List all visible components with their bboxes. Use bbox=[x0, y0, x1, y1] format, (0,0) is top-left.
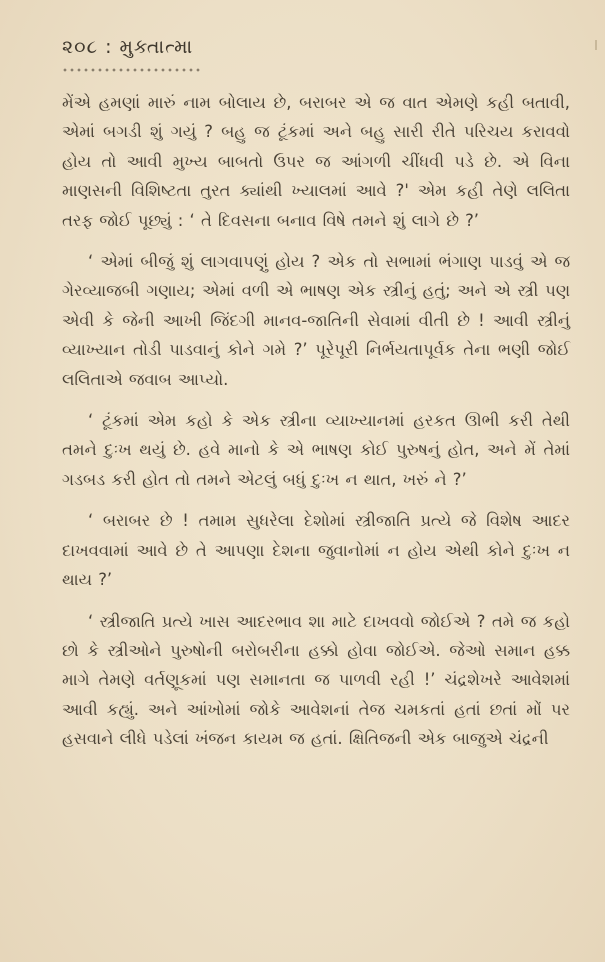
paragraph-2: ‘ એમાં બીજું શું લાગવાપણું હોય ? એક તો સભામાં ભંગાણ પાડવું એ જ ગેરવ્યાજબી ગણાય; એમાં વળી એ ભાષણ એક સ્ત્રીનું હતું; અને એ સ્ત્રી પણ એવી કે જેની આખી જિંદગી માનવ-જાતિની સેવામાં વીતી છે ! આવી સ્ત્રીનું વ્યાખ્યાન તોડી પાડવાનું કોને ગમે ?’ પૂરેપૂરી નિર્ભયતાપૂર્વક તેના ભણી જોઈ લલિતાએ જવાબ આપ્યો. bbox=[62, 252, 570, 389]
running-head: ૨૦૮ : મુક્તાત્મા bbox=[62, 36, 194, 58]
page-corner-mark bbox=[595, 40, 597, 50]
paragraph-1: મેંએ હમણાં મારું નામ બોલાય છે, બરાબર એ જ વાત એમણે કહી બતાવી, એમાં બગડી શું ગયું ? બહુ જ ટૂંકમાં અને બહુ સારી રીતે પરિચય કરાવવો હોય તો આવી મુખ્ય બાબતો ઉપર જ આંગળી ચીંધવી પડે છે. એ વિના માણસની વિશિષ્ટતા તુરત ક્યાંથી ખ્યાલમાં આવે ?' એમ કહી તેણે લલિતા તરફ જોઈ પૂછ્યું : ‘ તે દિવસના બનાવ વિષે તમને શું લાગે છે ?’ bbox=[62, 93, 570, 230]
paragraph-5: ‘ સ્ત્રીજાતિ પ્રત્યે ખાસ આદરભાવ શા માટે દાખવવો જોઈએ ? તમે જ કહો છો કે સ્ત્રીઓને પુરુષોની બરોબરીના હક્કો હોવા જોઈએ. જેઓ સમાન હક્ક માગે તેમણે વર્તણૂકમાં પણ સમાનતા જ પાળવી રહી !’ ચંદ્રશેખરે આવેશમાં આવી કહ્યું. અને આંખોમાં જોકે આવેશનાં તેજ ચમકતાં હતાં છતાં મોં પર હસવાને લીધે પડેલાં ખંજન કાયમ જ હતાં. ક્ષિતિજની એક બાજુએ ચંદ્રની bbox=[62, 611, 570, 749]
running-head-rule bbox=[62, 68, 202, 72]
paragraph-4: ‘ બરાબર છે ! તમામ સુધરેલા દેશોમાં સ્ત્રીજાતિ પ્રત્યે જે વિશેષ આદર દાખવવામાં આવે છે તે આપણા દેશના જુવાનોમાં ન હોય એથી કોને દુઃખ ન થાય ?’ bbox=[62, 511, 570, 590]
body-text bbox=[62, 88, 570, 766]
paragraph-3: ‘ ટૂંકમાં એમ કહો કે એક સ્ત્રીના વ્યાખ્યાનમાં હરકત ઊભી કરી તેથી તમને દુઃખ થયું છે. હવે માનો કે એ ભાષણ કોઈ પુરુષનું હોત, અને મેં તેમાં ગડબડ કરી હોત તો તમને એટલું બધું દુઃખ ન થાત, ખરું ને ?’ bbox=[62, 411, 570, 489]
